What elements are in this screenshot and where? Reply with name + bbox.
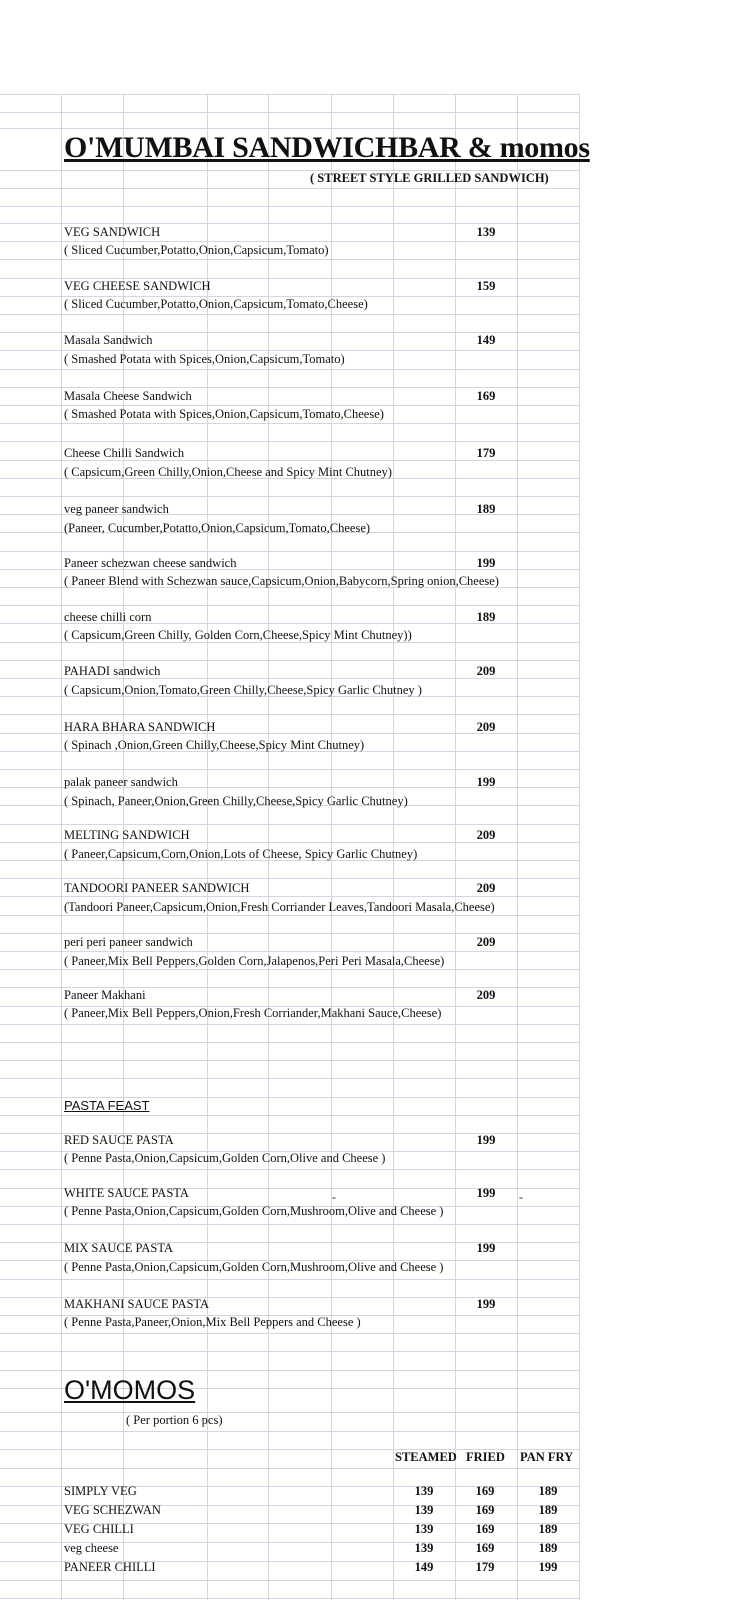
- grid-row-line: [0, 188, 580, 189]
- grid-row-line: [0, 314, 580, 315]
- grid-row-line: [0, 1598, 580, 1599]
- item-price: 199: [476, 1297, 496, 1311]
- portion-note: ( Per portion 6 pcs): [126, 1413, 223, 1427]
- grid-row-line: [0, 369, 580, 370]
- grid-row-line: [0, 441, 580, 442]
- price-pan-fry: 189: [538, 1541, 558, 1555]
- item-description: ( Paneer,Mix Bell Peppers,Onion,Fresh Corriander,Makhani Sauce,Cheese): [64, 1006, 442, 1020]
- item-description: ( Smashed Potata with Spices,Onion,Capsicum,Tomato,Cheese): [64, 407, 384, 421]
- item-description: (Tandoori Paneer,Capsicum,Onion,Fresh Corriander Leaves,Tandoori Masala,Cheese): [64, 900, 495, 914]
- item-name: cheese chilli corn: [64, 610, 152, 624]
- price-pan-fry: 189: [538, 1503, 558, 1517]
- grid-row-line: [0, 1169, 580, 1170]
- grid-row-line: [0, 1224, 580, 1225]
- grid-row-line: [0, 1431, 580, 1432]
- item-description: ( Sliced Cucumber,Potatto,Onion,Capsicum,Tomato,Cheese): [64, 297, 368, 311]
- price-fried: 169: [475, 1522, 495, 1536]
- item-price: 149: [476, 333, 496, 347]
- grid-column-line: [517, 94, 518, 1600]
- item-name: SIMPLY VEG: [64, 1484, 137, 1498]
- item-description: ( Spinach ,Onion,Green Chilly,Cheese,Spicy Mint Chutney): [64, 738, 365, 752]
- grid-row-line: [0, 551, 580, 552]
- grid-row-line: [0, 1412, 580, 1413]
- item-description: ( Paneer,Capsicum,Corn,Onion,Lots of Cheese, Spicy Garlic Chutney): [64, 847, 418, 861]
- grid-row-line: [0, 1333, 580, 1334]
- grid-row-line: [0, 878, 580, 879]
- item-name: TANDOORI PANEER SANDWICH: [64, 881, 250, 895]
- price-pan-fry: 199: [538, 1560, 558, 1574]
- item-price: 199: [476, 775, 496, 789]
- column-header-steamed: STEAMED: [395, 1450, 457, 1464]
- item-description: (Paneer, Cucumber,Potatto,Onion,Capsicum,Tomato,Cheese): [64, 521, 371, 535]
- item-description: ( Paneer Blend with Schezwan sauce,Capsicum,Onion,Babycorn,Spring onion,Cheese): [64, 574, 499, 588]
- grid-column-line: [455, 94, 456, 1600]
- grid-column-line: [61, 94, 62, 1600]
- price-steamed: 139: [414, 1503, 434, 1517]
- section-title-momos: O'MOMOS: [64, 1375, 196, 1405]
- item-description: ( Paneer,Mix Bell Peppers,Golden Corn,Jalapenos,Peri Peri Masala,Cheese): [64, 954, 445, 968]
- item-price: 209: [476, 881, 496, 895]
- item-description: ( Capsicum,Onion,Tomato,Green Chilly,Cheese,Spicy Garlic Chutney ): [64, 683, 422, 697]
- page-subtitle: ( STREET STYLE GRILLED SANDWICH): [310, 171, 549, 185]
- item-price: 179: [476, 446, 496, 460]
- item-name: palak paneer sandwich: [64, 775, 178, 789]
- item-name: MIX SAUCE PASTA: [64, 1241, 173, 1255]
- grid-row-line: [0, 769, 580, 770]
- item-price: 209: [476, 828, 496, 842]
- price-fried: 169: [475, 1541, 495, 1555]
- item-price: 199: [476, 1133, 496, 1147]
- item-name: Masala Sandwich: [64, 333, 153, 347]
- item-price: 209: [476, 720, 496, 734]
- price-steamed: 139: [414, 1541, 434, 1555]
- item-name: Paneer schezwan cheese sandwich: [64, 556, 237, 570]
- item-name: veg paneer sandwich: [64, 502, 169, 516]
- item-name: PANEER CHILLI: [64, 1560, 156, 1574]
- item-price: 169: [476, 389, 496, 403]
- grid-row-line: [0, 1042, 580, 1043]
- grid-row-line: [0, 259, 580, 260]
- item-description: ( Penne Pasta,Onion,Capsicum,Golden Corn,Olive and Cheese ): [64, 1151, 386, 1165]
- item-name: MAKHANI SAUCE PASTA: [64, 1297, 210, 1311]
- grid-row-line: [0, 423, 580, 424]
- item-name: RED SAUCE PASTA: [64, 1133, 174, 1147]
- page-title: O'MUMBAI SANDWICHBAR & momos: [64, 131, 590, 164]
- item-description: ( Penne Pasta,Paneer,Onion,Mix Bell Peppers and Cheese ): [64, 1315, 361, 1329]
- dash-mark: -: [332, 1190, 336, 1204]
- grid-row-line: [0, 112, 580, 113]
- item-price: 199: [476, 556, 496, 570]
- grid-row-line: [0, 951, 580, 952]
- dash-mark: -: [519, 1190, 523, 1204]
- grid-row-line: [0, 1468, 580, 1469]
- item-description: ( Capsicum,Green Chilly, Golden Corn,Cheese,Spicy Mint Chutney)): [64, 628, 412, 642]
- item-name: VEG SCHEZWAN: [64, 1503, 161, 1517]
- item-price: 209: [476, 664, 496, 678]
- grid-row-line: [0, 605, 580, 606]
- grid-row-line: [0, 1024, 580, 1025]
- grid-row-line: [0, 496, 580, 497]
- price-pan-fry: 189: [538, 1522, 558, 1536]
- price-steamed: 149: [414, 1560, 434, 1574]
- item-name: VEG CHILLI: [64, 1522, 134, 1536]
- item-name: veg cheese: [64, 1541, 119, 1555]
- item-name: Paneer Makhani: [64, 988, 146, 1002]
- item-price: 189: [476, 610, 496, 624]
- item-name: Masala Cheese Sandwich: [64, 389, 192, 403]
- grid-row-line: [0, 1370, 580, 1371]
- item-price: 159: [476, 279, 496, 293]
- item-name: VEG SANDWICH: [64, 225, 161, 239]
- column-header-fried: FRIED: [466, 1450, 505, 1464]
- item-description: ( Penne Pasta,Onion,Capsicum,Golden Corn,Mushroom,Olive and Cheese ): [64, 1260, 444, 1274]
- section-title-pasta: PASTA FEAST: [64, 1098, 150, 1113]
- price-fried: 169: [475, 1484, 495, 1498]
- grid-column-line: [579, 94, 580, 1600]
- item-price: 189: [476, 502, 496, 516]
- grid-row-line: [0, 1279, 580, 1280]
- item-description: ( Sliced Cucumber,Potatto,Onion,Capsicum,Tomato): [64, 243, 329, 257]
- item-price: 139: [476, 225, 496, 239]
- grid-row-line: [0, 660, 580, 661]
- grid-row-line: [0, 1580, 580, 1581]
- grid-row-line: [0, 714, 580, 715]
- column-header-pan-fry: PAN FRY: [520, 1450, 574, 1464]
- item-price: 209: [476, 935, 496, 949]
- grid-row-line: [0, 1351, 580, 1352]
- grid-row-line: [0, 824, 580, 825]
- grid-row-line: [0, 1078, 580, 1079]
- item-name: PAHADI sandwich: [64, 664, 161, 678]
- price-pan-fry: 189: [538, 1484, 558, 1498]
- grid-row-line: [0, 1115, 580, 1116]
- item-description: ( Capsicum,Green Chilly,Onion,Cheese and Spicy Mint Chutney): [64, 465, 392, 479]
- item-price: 199: [476, 1241, 496, 1255]
- item-price: 209: [476, 988, 496, 1002]
- item-description: ( Spinach, Paneer,Onion,Green Chilly,Cheese,Spicy Garlic Chutney): [64, 794, 408, 808]
- item-name: peri peri paneer sandwich: [64, 935, 193, 949]
- item-name: MELTING SANDWICH: [64, 828, 190, 842]
- item-description: ( Smashed Potata with Spices,Onion,Capsicum,Tomato): [64, 352, 345, 366]
- item-name: VEG CHEESE SANDWICH: [64, 279, 211, 293]
- grid-row-line: [0, 1060, 580, 1061]
- item-description: ( Penne Pasta,Onion,Capsicum,Golden Corn,Mushroom,Olive and Cheese ): [64, 1204, 444, 1218]
- item-name: Cheese Chilli Sandwich: [64, 446, 185, 460]
- item-name: HARA BHARA SANDWICH: [64, 720, 216, 734]
- item-name: WHITE SAUCE PASTA: [64, 1186, 189, 1200]
- grid-row-line: [0, 94, 580, 95]
- price-fried: 169: [475, 1503, 495, 1517]
- grid-row-line: [0, 206, 580, 207]
- price-steamed: 139: [414, 1522, 434, 1536]
- item-price: 199: [476, 1186, 496, 1200]
- price-steamed: 139: [414, 1484, 434, 1498]
- grid-row-line: [0, 128, 580, 129]
- price-fried: 179: [475, 1560, 495, 1574]
